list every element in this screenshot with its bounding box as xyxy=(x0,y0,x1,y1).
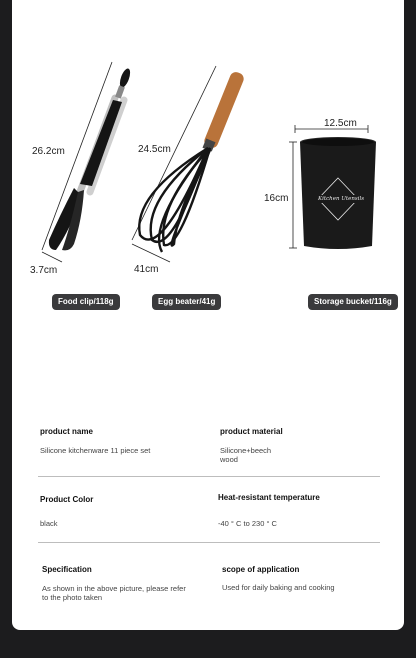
whisk-width-label: 41cm xyxy=(134,264,159,275)
bucket-caption: Storage bucket/116g xyxy=(308,294,398,310)
product-card xyxy=(12,0,404,630)
spec-label-color: Product Color xyxy=(40,495,94,504)
spec-label-material: product material xyxy=(220,427,283,436)
tongs-caption: Food clip/118g xyxy=(52,294,120,310)
bucket-height-label: 16cm xyxy=(264,193,289,204)
bucket-illustration xyxy=(289,125,376,249)
tongs-width-label: 3.7cm xyxy=(30,265,58,276)
bucket-width-label: 12.5cm xyxy=(324,118,357,129)
product-illustrations xyxy=(12,0,404,330)
spec-value-heat: -40 ° C to 230 ° C xyxy=(218,519,277,528)
spec-value-material: Silicone+beech wood xyxy=(220,446,272,464)
spec-divider xyxy=(38,542,380,543)
tongs-illustration xyxy=(42,62,132,262)
spec-value-product-name: Silicone kitchenware 11 piece set xyxy=(40,446,151,455)
bucket-logo-text: Kitchen Utensils xyxy=(318,196,365,202)
spec-value-specification: As shown in the above picture, please refer to the photo taken xyxy=(42,584,186,602)
spec-label-heat: Heat-resistant temperature xyxy=(218,493,320,502)
spec-value-color: black xyxy=(40,519,58,528)
spec-label-scope: scope of application xyxy=(222,565,300,574)
whisk-length-label: 24.5cm xyxy=(138,144,171,155)
product-drawings xyxy=(12,0,404,330)
spec-value-scope: Used for daily baking and cooking xyxy=(222,583,335,592)
spec-label-product-name: product name xyxy=(40,427,93,436)
tongs-length-label: 26.2cm xyxy=(32,146,65,157)
spec-divider xyxy=(38,476,380,477)
spec-label-specification: Specification xyxy=(42,565,92,574)
bottom-gap xyxy=(12,630,404,658)
whisk-illustration xyxy=(132,66,245,262)
whisk-caption: Egg beater/41g xyxy=(152,294,221,310)
